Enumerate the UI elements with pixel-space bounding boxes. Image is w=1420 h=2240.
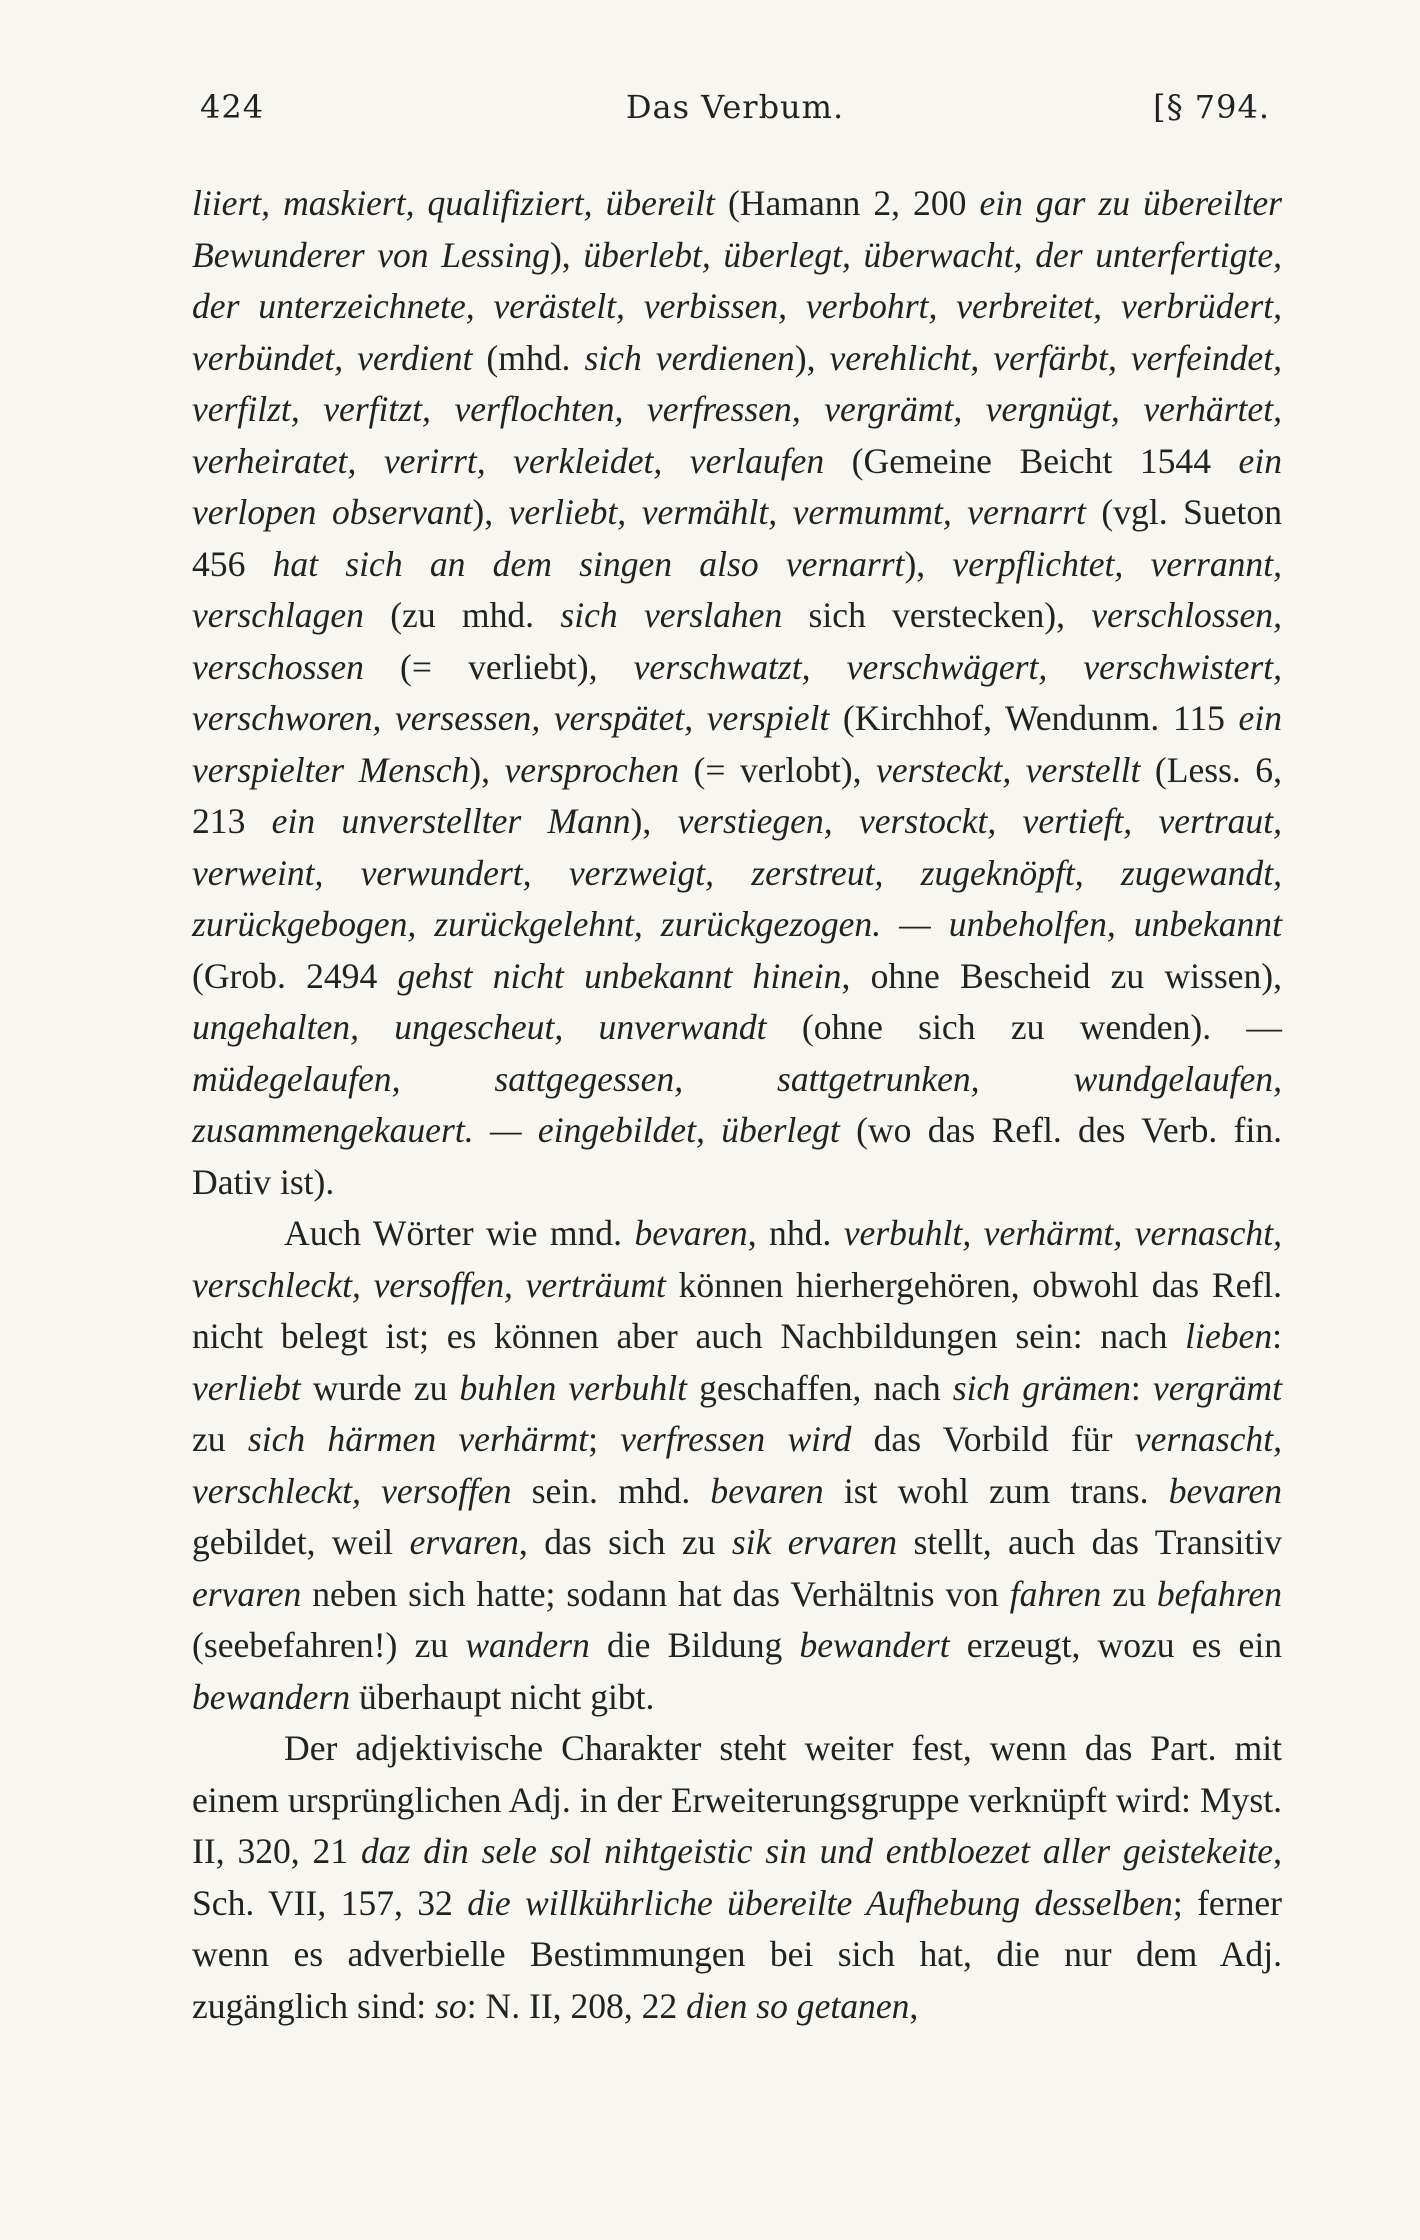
text-run: geschaffen, nach <box>686 1367 953 1408</box>
text-run: (ohne sich zu wenden). — <box>766 1007 1282 1047</box>
italic-text-run: fahren <box>1009 1573 1102 1614</box>
text-run: (Less. 6, 213 <box>192 749 1282 841</box>
italic-text-run: lieben <box>1185 1316 1273 1356</box>
italic-text-run: versteckt, verstellt <box>875 749 1141 790</box>
text-run: (= verliebt), <box>363 646 634 687</box>
text-run: , Sch. VII, 157, 32 <box>192 1831 1282 1923</box>
text-run: ), <box>794 337 830 378</box>
text-run: erzeugt, wozu es ein <box>949 1625 1283 1665</box>
text-run: (= verlobt), <box>679 749 876 790</box>
italic-text-run: versprochen <box>504 749 680 790</box>
page-number: 424 <box>200 88 265 126</box>
italic-text-run: befahren <box>1156 1573 1282 1614</box>
italic-text-run: vergrämt <box>1152 1367 1283 1408</box>
paragraph <box>192 178 1282 1208</box>
paragraph <box>192 1723 1282 2032</box>
italic-text-run: ungehalten, ungescheut, unverwandt <box>192 1007 767 1047</box>
paragraph <box>192 1208 1282 1723</box>
italic-text-run: sich verdienen <box>584 337 795 378</box>
italic-text-run: die willkührliche übereilte Aufhebung desselben <box>467 1882 1173 1923</box>
text-run: , <box>909 1985 919 2026</box>
text-run: (mhd. <box>472 337 585 378</box>
italic-text-run: daz din sele sol nihtgeistic sin und entbloezet aller geistekeite <box>361 1831 1274 1871</box>
text-run: : <box>1272 1316 1282 1356</box>
text-run: (Hamann 2, 200 <box>714 183 980 223</box>
italic-text-run: liiert, maskiert, qualifiziert, übereilt <box>192 183 715 223</box>
italic-text-run: sich verslahen <box>560 595 783 635</box>
italic-text-run: verliebt <box>192 1367 301 1408</box>
text-run: : <box>1130 1367 1153 1408</box>
italic-text-run: verliebt, vermählt, vermummt, vernarrt <box>508 492 1086 532</box>
italic-text-run: vernascht, verschleckt, versoffen <box>192 1419 1282 1511</box>
italic-text-run: verehlicht, verfärbt, verfeindet, verfilzt, verfitzt, verflochten, verfressen, vergrämt, vergnügt, verhärtet, verheiratet, verirrt, verkleidet, verlaufen <box>192 337 1283 481</box>
text-run: (vgl. Sueton 456 <box>192 492 1283 584</box>
text-run: können hierhergehören, obwohl das Refl. nicht belegt ist; es können aber auch Nachbildungen sein: nach <box>192 1264 1282 1356</box>
italic-text-run: sich grämen <box>952 1367 1131 1408</box>
italic-text-run: überlebt, überlegt, überwacht, der unterfertigte, der unterzeichnete, verästelt, verbissen, verbohrt, verbreitet, verbrüdert, verbündet, verdient <box>192 234 1282 378</box>
text-run: ; <box>588 1419 621 1459</box>
italic-text-run: ein verspielter Mensch <box>192 698 1283 790</box>
italic-text-run: verpflichtet, verrannt, verschlagen <box>192 543 1282 635</box>
text-run: (wo das Refl. des Verb. fin. Dativ ist). <box>192 1110 1283 1202</box>
text-run: Auch Wörter wie mnd. <box>284 1213 635 1253</box>
text-run: , nhd. <box>747 1213 844 1253</box>
italic-text-run: buhlen verbuhlt <box>459 1367 687 1408</box>
text-run: (Kirchhof, Wendunm. 115 <box>829 698 1239 738</box>
italic-text-run: verfressen wird <box>620 1419 852 1459</box>
text-run: ), <box>630 801 678 841</box>
text-run: ; ferner wenn es adverbielle Bestimmungen bei sich hat, die nur dem Adj. zugänglich sind: <box>192 1882 1282 2026</box>
text-run: (Gemeine Beicht 1544 <box>824 440 1239 481</box>
italic-text-run: verschwatzt, verschwägert, verschwistert, verschworen, versessen, verspätet, verspielt <box>192 646 1282 738</box>
italic-text-run: müdegelaufen, sattgegessen, sattgetrunken, wundgelaufen, zusammengekauert. — eingebildet, überlegt <box>192 1058 1282 1150</box>
text-run: (Grob. 2494 <box>192 955 398 996</box>
text-run: ), <box>469 749 505 790</box>
text-run: sich verstecken), <box>782 595 1092 635</box>
italic-text-run: verbuhlt, verhärmt, vernascht, verschleckt, versoffen, verträumt <box>192 1213 1282 1305</box>
italic-text-run: ein gar zu übereilter Bewunderer von Lessing <box>192 183 1282 275</box>
text-run: : N. II, 208, 22 <box>466 1985 687 2026</box>
text-run: sein. mhd. <box>511 1470 711 1511</box>
text-run: ), <box>549 234 584 275</box>
italic-text-run: bevaren <box>1168 1470 1282 1511</box>
text-run: zu <box>192 1419 248 1459</box>
italic-text-run: bevaren <box>710 1470 824 1511</box>
text-run: überhaupt nicht gibt. <box>350 1676 655 1717</box>
page-title: Das Verbum. <box>625 88 845 126</box>
italic-text-run: ervaren <box>192 1573 302 1614</box>
text-run: das Vorbild für <box>851 1419 1135 1459</box>
italic-text-run: bewandern <box>192 1676 351 1717</box>
italic-text-run: verschlossen, verschossen <box>192 595 1282 687</box>
text-run: die Bildung <box>589 1625 800 1665</box>
text-run: (zu mhd. <box>363 595 561 635</box>
text-run: ), <box>904 543 953 584</box>
italic-text-run: verstiegen, verstockt, vertieft, vertraut, verweint, verwundert, verzweigt, zerstreut, zugeknöpft, zugewandt, zurückgebogen, zurückgelehnt, zurückgezogen. — unbeholfen, unbekannt <box>192 801 1283 944</box>
italic-text-run: bewandert <box>799 1625 950 1665</box>
running-head <box>200 88 1270 138</box>
body-text <box>192 178 1282 2032</box>
text-run: ist wohl zum trans. <box>823 1470 1169 1511</box>
italic-text-run: sik ervaren <box>731 1522 898 1562</box>
text-run: Der adjektivische Charakter steht weiter fest, wenn das Part. mit einem ursprünglichen Adj. in der Erweiterungsgruppe verknüpft wird: Myst. II, 320, 21 <box>192 1728 1282 1871</box>
text-run: stellt, auch das Transitiv <box>897 1522 1282 1562</box>
italic-text-run: wandern <box>465 1625 590 1665</box>
section-reference: [§ 794. <box>1153 88 1270 126</box>
italic-text-run: bevaren <box>634 1213 748 1253</box>
italic-text-run: gehst nicht unbekannt hinein <box>397 955 842 996</box>
text-run: ), <box>472 492 509 532</box>
italic-text-run: ervaren <box>409 1522 519 1562</box>
italic-text-run: hat sich an dem singen also vernarrt <box>272 543 905 584</box>
italic-text-run: sich härmen verhärmt <box>247 1419 589 1459</box>
italic-text-run: so <box>435 1985 467 2026</box>
text-run: neben sich hatte; sodann hat das Verhältnis von <box>301 1573 1010 1614</box>
text-run: (seebefahren!) zu <box>192 1625 466 1665</box>
italic-text-run: ein verlopen observant <box>192 440 1282 532</box>
text-run: zu <box>1101 1573 1157 1614</box>
italic-text-run: ein unverstellter Mann <box>271 801 631 841</box>
text-run: , ohne Bescheid zu wissen), <box>841 955 1282 996</box>
text-run: , das sich zu <box>518 1522 732 1562</box>
italic-text-run: dien so getanen <box>686 1985 910 2026</box>
text-run: gebildet, weil <box>192 1522 410 1562</box>
text-run: wurde zu <box>300 1367 460 1408</box>
